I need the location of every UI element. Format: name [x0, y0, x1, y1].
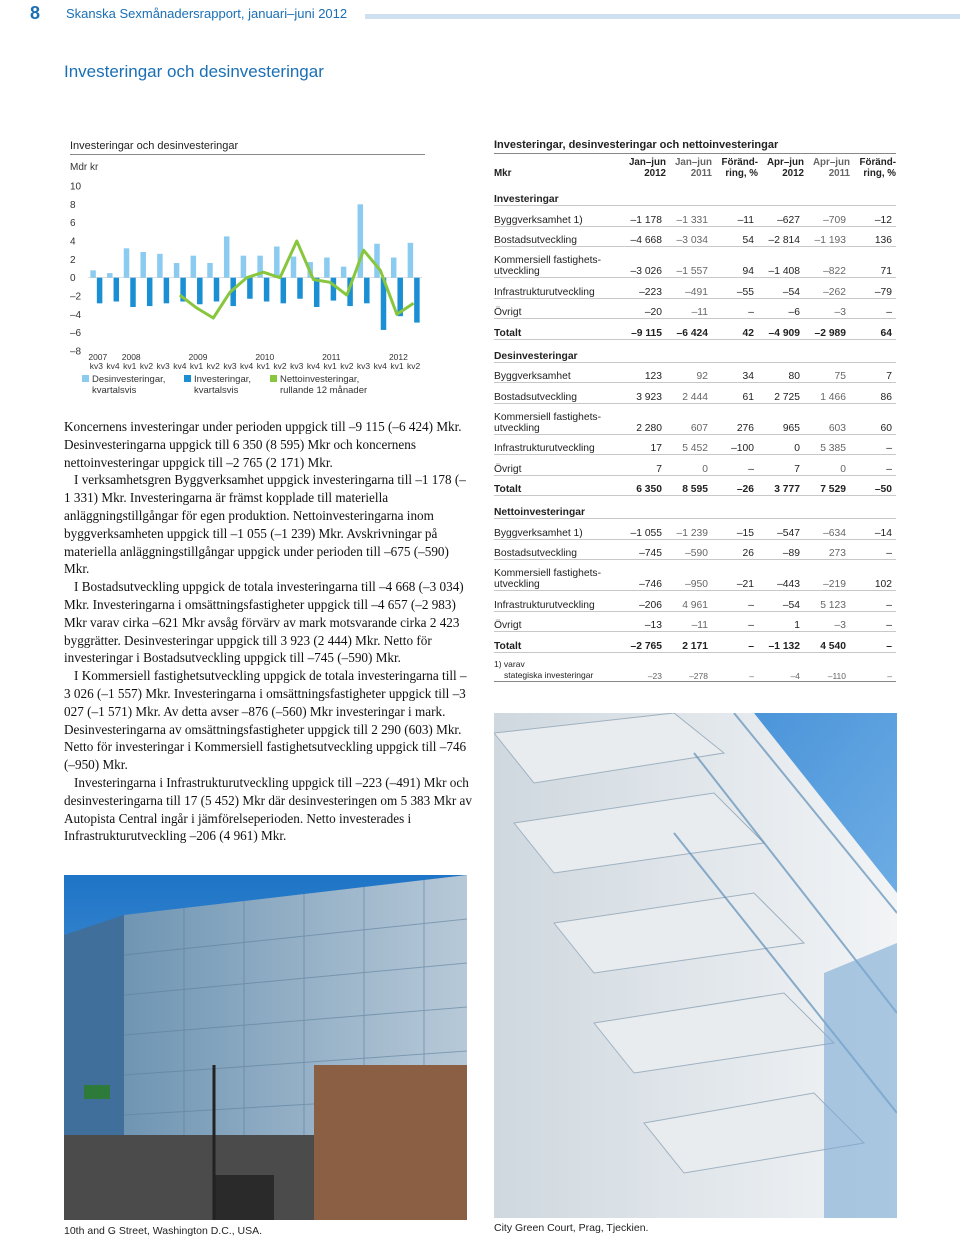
table-cell: –223 [620, 278, 666, 299]
footnote-label: 1) varav stategiska investeringar [494, 652, 620, 681]
table-cell: 6 350 [620, 475, 666, 496]
table-cell: –9 115 [620, 319, 666, 340]
table-cell: –3 [804, 298, 850, 319]
y-tick-label: –2 [70, 291, 82, 303]
bar-desinvestering [341, 267, 347, 278]
table-cell: –20 [620, 298, 666, 319]
table-cell: –491 [666, 278, 712, 299]
table-cell: –4 668 [620, 226, 666, 247]
quarter-label: kv2 [206, 361, 220, 371]
table-cell: 61 [712, 383, 758, 404]
table-cell: –950 [666, 560, 712, 591]
bar-desinvestering [174, 263, 180, 278]
table-cell: 2 725 [758, 383, 804, 404]
table-cell: –745 [620, 539, 666, 560]
table-cell: –2 765 [620, 632, 666, 653]
bar-desinvestering [324, 258, 330, 278]
table-cell: – [850, 298, 896, 319]
bar-investering [247, 278, 253, 299]
paragraph: I Kommersiell fastighetsutveckling uppgick de totala investeringarna till –3 026 (–1 557) Mkr. Investeringarna i omsättningsfastigheter uppgick till –3 027 (–1 571) Mkr. Av detta avser –876 (–560) Mkr investeringar i mark. Desinvesteringarna av omsättningsfastigheter uppgick till 2 290 (603) Mkr. Netto för investeringar i Kommersiell fastighetsutveckling uppgick till –746 (–950) Mkr. [64, 668, 467, 773]
unit-header: Mkr [494, 168, 512, 179]
quarter-label: kv1 [323, 361, 337, 371]
table-cell: –2 814 [758, 226, 804, 247]
table-cell: – [712, 591, 758, 612]
table-cell: 54 [712, 226, 758, 247]
table-row [494, 560, 896, 591]
table-cell: – [712, 611, 758, 632]
quarter-label: kv2 [340, 361, 354, 371]
bar-desinvestering [291, 257, 297, 278]
table-cell: –54 [758, 278, 804, 299]
table-row [494, 319, 896, 340]
section-header-row [494, 183, 896, 206]
table-cell: –822 [804, 247, 850, 278]
bar-investering [130, 278, 136, 307]
table-cell: 603 [804, 403, 850, 434]
y-tick-label: 2 [70, 254, 76, 266]
quarter-label: kv3 [223, 361, 237, 371]
table-row [494, 206, 896, 227]
table-cell: 64 [850, 319, 896, 340]
y-tick-label: 8 [70, 199, 76, 211]
table-cell: –590 [666, 539, 712, 560]
table-cell: 34 [712, 362, 758, 383]
table-cell: – [712, 652, 758, 681]
section-header-row [494, 496, 896, 519]
table-cell: –443 [758, 560, 804, 591]
row-label: Totalt [494, 319, 620, 340]
bar-investering [114, 278, 120, 302]
table-cell: –746 [620, 560, 666, 591]
year-label: 2010 [255, 352, 275, 362]
page-number: 8 [30, 3, 41, 23]
table-cell: –709 [804, 206, 850, 227]
quarter-label: kv2 [273, 361, 287, 371]
column-header: Föränd-ring, % [859, 157, 896, 179]
table-cell: –11 [712, 206, 758, 227]
table-row [494, 247, 896, 278]
table-cell: –1 132 [758, 632, 804, 653]
quarter-label: kv1 [256, 361, 270, 371]
quarter-label: kv4 [240, 361, 254, 371]
table-cell: 123 [620, 362, 666, 383]
footnote-row [494, 652, 896, 681]
table-cell: –79 [850, 278, 896, 299]
row-label: Infrastrukturutveckling [494, 591, 620, 612]
table-cell: 5 452 [666, 434, 712, 455]
table-cell: 0 [804, 455, 850, 476]
y-tick-label: 6 [70, 218, 76, 230]
bar-investering [414, 278, 420, 323]
year-label: 2008 [121, 352, 141, 362]
photo-caption: City Green Court, Prag, Tjeckien. [494, 1222, 649, 1234]
row-label: Totalt [494, 475, 620, 496]
row-label: Infrastrukturutveckling [494, 278, 620, 299]
table-cell: 42 [712, 319, 758, 340]
quarter-label: kv4 [173, 361, 187, 371]
table-cell: –55 [712, 278, 758, 299]
table-row [494, 434, 896, 455]
table-cell: 5 123 [804, 591, 850, 612]
table-cell: 60 [850, 403, 896, 434]
table-cell: 7 [850, 362, 896, 383]
table-cell: 17 [620, 434, 666, 455]
row-label: Kommersiell fastighets- utveckling [494, 403, 620, 434]
bar-desinvestering [90, 270, 96, 277]
table-cell: 273 [804, 539, 850, 560]
row-label: Totalt [494, 632, 620, 653]
running-title: Skanska Sexmånadersrapport, januari–juni 2012 [66, 6, 348, 21]
table-cell: 2 280 [620, 403, 666, 434]
y-tick-label: –4 [70, 309, 82, 321]
table-cell: – [850, 539, 896, 560]
section-title: Investeringar och desinvesteringar [64, 62, 324, 81]
table-cell: –206 [620, 591, 666, 612]
bar-investering [331, 278, 337, 301]
header-rule [365, 14, 960, 19]
table-row [494, 383, 896, 404]
column-header: Föränd-ring, % [721, 157, 758, 179]
bar-desinvestering [124, 248, 130, 277]
paragraph: I verksamhetsgren Byggverksamhet uppgick investeringarna till –1 178 (–1 331) Mkr. Investeringarna är främst kopplade till materiella anläggningstillgångar för egen produktion. Nettoinvesteringarna inom byggverksamheten uppgick till –1 055 (–1 239) Mkr. Avskrivningar på materiella anläggningstillgångar uppgick under perioden till –675 (–590) Mkr. [64, 472, 466, 577]
table-cell: –21 [712, 560, 758, 591]
legend-item-investeringar [184, 374, 251, 396]
y-axis-unit: Mdr kr [70, 162, 99, 173]
table-cell: 71 [850, 247, 896, 278]
table-row [494, 519, 896, 540]
body-text [64, 418, 472, 845]
bar-desinvestering [191, 256, 197, 278]
table-cell: – [850, 611, 896, 632]
table-cell: – [850, 632, 896, 653]
table-cell: –26 [712, 475, 758, 496]
table-cell: 8 595 [666, 475, 712, 496]
table-cell: 4 540 [804, 632, 850, 653]
table-cell: –14 [850, 519, 896, 540]
table-cell: –110 [804, 652, 850, 681]
table-cell: –4 909 [758, 319, 804, 340]
table-cell: –219 [804, 560, 850, 591]
bar-investering [314, 278, 320, 307]
legend-label: Investeringar, [194, 374, 252, 385]
table-cell: –2 989 [804, 319, 850, 340]
year-label: 2007 [88, 352, 108, 362]
table-row [494, 362, 896, 383]
bar-desinvestering [241, 256, 247, 278]
bar-investering [364, 278, 370, 304]
table-cell: –1 178 [620, 206, 666, 227]
row-label: Övrigt [494, 298, 620, 319]
bar-desinvestering [224, 236, 230, 277]
legend-swatch [270, 375, 277, 382]
column-header: Jan–jun 2012 [628, 157, 666, 179]
table-cell: –6 424 [666, 319, 712, 340]
table-cell: –12 [850, 206, 896, 227]
legend-label-2: kvartalsvis [92, 385, 137, 396]
table-row [494, 298, 896, 319]
table-cell: –6 [758, 298, 804, 319]
table-cell: –11 [666, 611, 712, 632]
year-label: 2012 [388, 352, 408, 362]
quarter-label: kv3 [156, 361, 170, 371]
table-cell: –1 193 [804, 226, 850, 247]
row-label: Byggverksamhet 1) [494, 519, 620, 540]
row-label: Byggverksamhet 1) [494, 206, 620, 227]
table-row [494, 632, 896, 653]
table-cell: 2 171 [666, 632, 712, 653]
table-cell: 3 923 [620, 383, 666, 404]
y-tick-label: 0 [70, 273, 76, 285]
table-cell: 75 [804, 362, 850, 383]
legend-label-2: rullande 12 månader [280, 385, 368, 396]
quarter-label: kv4 [106, 361, 120, 371]
table-cell: 102 [850, 560, 896, 591]
bar-desinvestering [207, 263, 213, 278]
bar-investering [214, 278, 220, 302]
table-cell: – [850, 591, 896, 612]
table-cell: 94 [712, 247, 758, 278]
photo-caption: 10th and G Street, Washington D.C., USA. [64, 1225, 263, 1237]
table-cell: 92 [666, 362, 712, 383]
table-cell: –1 408 [758, 247, 804, 278]
quarter-label: kv4 [373, 361, 387, 371]
table-row [494, 226, 896, 247]
table-cell: –89 [758, 539, 804, 560]
table-cell: –1 557 [666, 247, 712, 278]
table-cell: – [850, 652, 896, 681]
table-cell: –1 331 [666, 206, 712, 227]
section-title: Nettoinvesteringar [494, 496, 896, 519]
table-cell: –3 034 [666, 226, 712, 247]
table-cell: – [850, 434, 896, 455]
quarter-label: kv4 [306, 361, 321, 371]
table-cell: –1 055 [620, 519, 666, 540]
table-cell: 26 [712, 539, 758, 560]
table-cell: – [712, 632, 758, 653]
table-cell: –50 [850, 475, 896, 496]
bar-desinvestering [391, 258, 397, 278]
column-header: Apr–jun 2012 [766, 157, 804, 179]
row-label: Bostadsutveckling [494, 539, 620, 560]
table-row [494, 403, 896, 434]
table-cell: 1 [758, 611, 804, 632]
legend-item-desinvesteringar [82, 374, 165, 396]
table-cell: –262 [804, 278, 850, 299]
row-label: Övrigt [494, 611, 620, 632]
quarter-label: kv3 [89, 361, 103, 371]
table-row [494, 278, 896, 299]
bar-desinvestering [408, 243, 414, 278]
chart-title: Investeringar och desinvesteringar [70, 140, 239, 152]
y-tick-label: 10 [70, 181, 82, 193]
table-cell: 7 [620, 455, 666, 476]
legend-label: Nettoinvesteringar, [280, 374, 360, 385]
bar-investering [281, 278, 287, 304]
table-cell: 80 [758, 362, 804, 383]
paragraph: I Bostadsutveckling uppgick de totala investeringarna till –4 668 (–3 034) Mkr. Investeringarna i omsättningsfastigheter uppgick till –4 657 (–2 983) Mkr varav cirka –621 Mkr avsåg förvärv av mark motsvarande cirka 2 423 byggrätter. Desinvesteringar uppgick till 3 923 (2 444) Mkr. Netto för investeringar i Bostadsutveckling uppgick till –745 (–590) Mkr. [64, 579, 464, 666]
table-cell: 1 466 [804, 383, 850, 404]
row-label: Byggverksamhet [494, 362, 620, 383]
investment-chart [62, 156, 432, 371]
table-cell: –100 [712, 434, 758, 455]
table-cell: –278 [666, 652, 712, 681]
photo-city-green-court [494, 713, 897, 1218]
bar-investering [297, 278, 303, 299]
table-cell: 965 [758, 403, 804, 434]
legend-item-nettoinvesteringar [270, 374, 367, 396]
table-cell: –15 [712, 519, 758, 540]
table-row [494, 539, 896, 560]
table-cell: –11 [666, 298, 712, 319]
table-title: Investeringar, desinvesteringar och nettoinvesteringar [494, 139, 779, 151]
investment-table [494, 157, 896, 682]
bar-desinvestering [274, 247, 280, 278]
chart-title-rule [70, 154, 425, 155]
quarter-label: kv2 [139, 361, 154, 371]
bar-investering [164, 278, 170, 304]
year-label: 2011 [322, 352, 341, 362]
table-cell: – [850, 455, 896, 476]
table-cell: 276 [712, 403, 758, 434]
row-label: Kommersiell fastighets- utveckling [494, 560, 620, 591]
bar-investering [147, 278, 153, 306]
table-cell: 607 [666, 403, 712, 434]
bar-investering [97, 278, 103, 304]
table-row [494, 475, 896, 496]
y-tick-label: 4 [70, 236, 76, 248]
table-cell: –634 [804, 519, 850, 540]
row-label: Infrastrukturutveckling [494, 434, 620, 455]
table-cell: –3 [804, 611, 850, 632]
bar-desinvestering [157, 254, 163, 278]
table-cell: –547 [758, 519, 804, 540]
legend-label-2: kvartalsvis [194, 385, 239, 396]
table-title-rule [494, 153, 896, 154]
section-header-row [494, 339, 896, 362]
table-cell: –3 026 [620, 247, 666, 278]
legend-swatch [82, 375, 89, 382]
table-cell: 7 [758, 455, 804, 476]
table-row [494, 611, 896, 632]
row-label: Bostadsutveckling [494, 383, 620, 404]
y-tick-label: –6 [70, 328, 82, 340]
quarter-label: kv1 [390, 361, 404, 371]
table-cell: –13 [620, 611, 666, 632]
table-cell: 0 [758, 434, 804, 455]
bar-desinvestering [374, 244, 380, 278]
table-cell: 136 [850, 226, 896, 247]
quarter-label: kv1 [123, 361, 137, 371]
table-cell: – [712, 455, 758, 476]
section-title: Investeringar [494, 183, 896, 206]
table-cell: –627 [758, 206, 804, 227]
table-cell: 4 961 [666, 591, 712, 612]
year-label: 2009 [188, 352, 208, 362]
table-cell: 86 [850, 383, 896, 404]
table-cell: –1 239 [666, 519, 712, 540]
column-header: Jan–jun 2011 [674, 157, 712, 179]
table-cell: 3 777 [758, 475, 804, 496]
quarter-label: kv2 [407, 361, 421, 371]
bar-investering [264, 278, 270, 302]
table-cell: 7 529 [804, 475, 850, 496]
bar-desinvestering [107, 273, 113, 278]
table-cell: 2 444 [666, 383, 712, 404]
table-row [494, 455, 896, 476]
y-tick-label: –8 [70, 346, 82, 358]
row-label: Kommersiell fastighets- utveckling [494, 247, 620, 278]
legend-swatch [184, 375, 191, 382]
column-header: Apr–jun 2011 [812, 157, 850, 179]
table-cell: –54 [758, 591, 804, 612]
paragraph: Koncernens investeringar under perioden uppgick till –9 115 (–6 424) Mkr. Desinvesteringarna uppgick till 6 350 (8 595) Mkr och koncernens nettoinvesteringar uppgick till –2 765 (2 171) Mkr. [64, 419, 462, 470]
paragraph: Investeringarna i Infrastrukturutveckling uppgick till –223 (–491) Mkr och desinvesteringarna till 17 (5 452) Mkr där desinvesteringen om 5 383 Mkr av Autopista Central ingår i jämförelseperioden. Netto investerades i Infrastrukturutveckling –206 (4 961) Mkr. [64, 774, 472, 844]
table-row [494, 591, 896, 612]
table-cell: –23 [620, 652, 666, 681]
photo-washington-building [64, 875, 467, 1220]
table-cell: –4 [758, 652, 804, 681]
row-label: Bostadsutveckling [494, 226, 620, 247]
bar-desinvestering [140, 252, 146, 278]
table-cell: – [712, 298, 758, 319]
table-cell: 0 [666, 455, 712, 476]
legend-label: Desinvesteringar, [92, 374, 166, 385]
quarter-label: kv1 [189, 361, 204, 371]
section-title: Desinvesteringar [494, 339, 896, 362]
quarter-label: kv3 [356, 361, 371, 371]
quarter-label: kv3 [290, 361, 304, 371]
table-cell: 5 385 [804, 434, 850, 455]
row-label: Övrigt [494, 455, 620, 476]
bar-investering [197, 278, 203, 305]
